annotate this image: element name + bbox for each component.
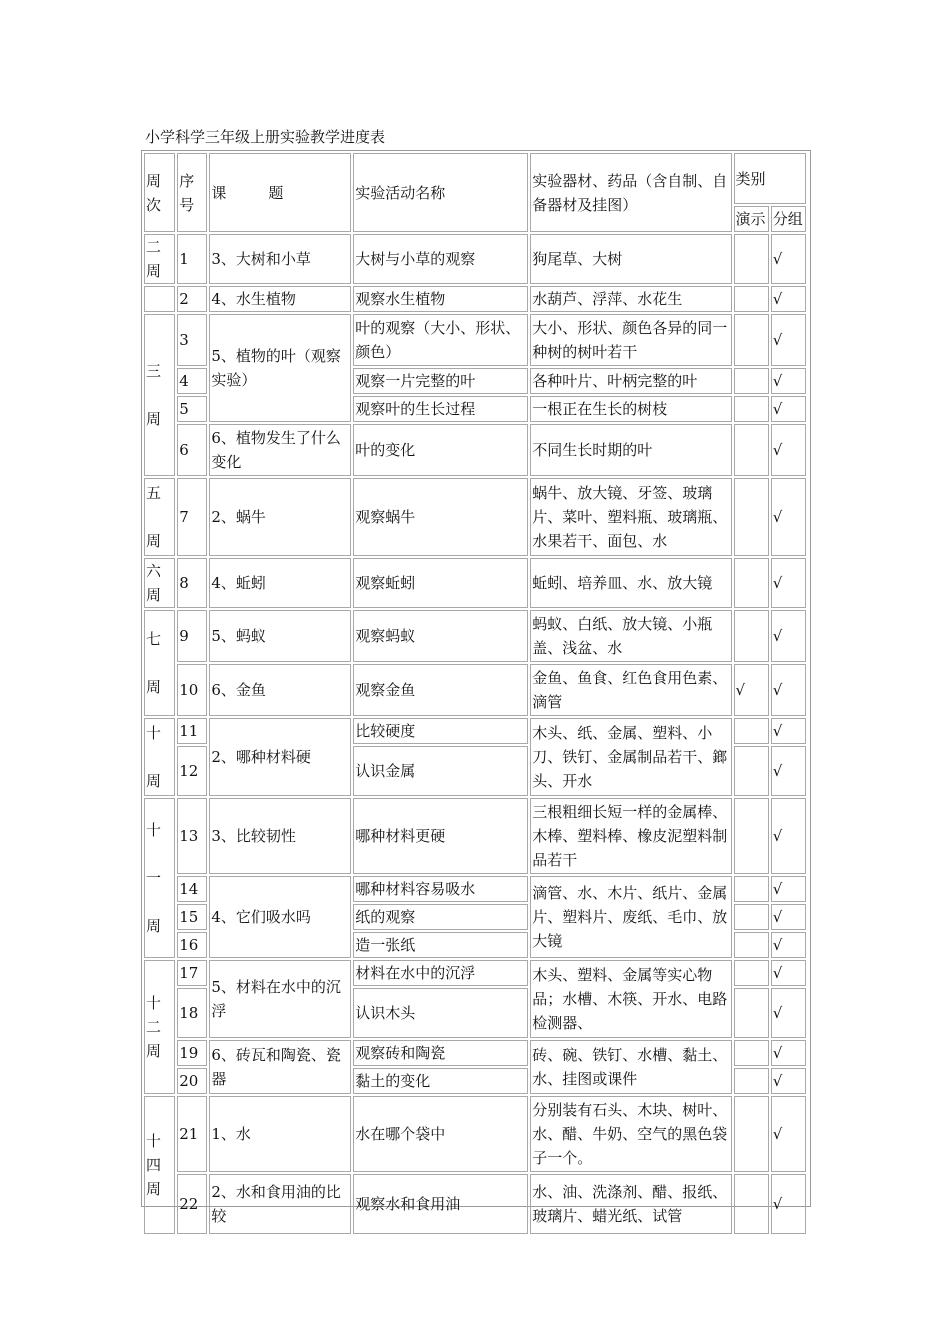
row-group: √ bbox=[771, 1068, 806, 1094]
row-materials: 狗尾草、大树 bbox=[530, 234, 731, 284]
row-demo bbox=[734, 876, 769, 902]
row-no: 14 bbox=[177, 876, 207, 902]
row-lesson: 4、水生植物 bbox=[209, 286, 351, 312]
row-materials: 金鱼、鱼食、红色食用色素、滴管 bbox=[530, 664, 731, 716]
row-no: 19 bbox=[177, 1040, 207, 1066]
header-group: 分组 bbox=[771, 206, 806, 232]
header-category: 类别 bbox=[734, 153, 807, 204]
row-activity: 叶的观察（大小、形状、颜色） bbox=[353, 314, 528, 366]
row-group: √ bbox=[771, 1040, 806, 1066]
row-demo bbox=[734, 1068, 769, 1094]
row-group: √ bbox=[771, 610, 806, 662]
week-cell: 六周 bbox=[144, 558, 175, 608]
row-no: 3 bbox=[177, 314, 207, 366]
row-lesson: 5、材料在水中的沉浮 bbox=[209, 960, 351, 1038]
row-materials: 木头、塑料、金属等实心物品；水槽、木筷、开水、电路检测器、 bbox=[530, 960, 731, 1038]
row-lesson: 3、比较韧性 bbox=[209, 798, 351, 874]
header-week: 周次 bbox=[144, 153, 175, 232]
row-group: √ bbox=[771, 876, 806, 902]
row-activity: 观察叶的生长过程 bbox=[353, 396, 528, 422]
header-demo: 演示 bbox=[734, 206, 769, 232]
row-activity: 哪种材料更硬 bbox=[353, 798, 528, 874]
week-cell-empty bbox=[144, 286, 175, 312]
row-demo bbox=[734, 718, 769, 744]
row-activity: 认识金属 bbox=[353, 746, 528, 796]
row-materials: 不同生长时期的叶 bbox=[530, 424, 731, 476]
row-group: √ bbox=[771, 558, 806, 608]
week-char: 周 bbox=[146, 532, 162, 550]
row-demo bbox=[734, 286, 769, 312]
row-lesson: 6、砖瓦和陶瓷、瓷器 bbox=[209, 1040, 351, 1094]
row-demo bbox=[734, 932, 769, 958]
row-demo bbox=[734, 746, 769, 796]
row-activity: 造一张纸 bbox=[353, 932, 528, 958]
row-group: √ bbox=[771, 988, 806, 1038]
row-materials: 蚯蚓、培养皿、水、放大镜 bbox=[530, 558, 731, 608]
row-no: 9 bbox=[177, 610, 207, 662]
row-activity: 叶的变化 bbox=[353, 424, 528, 476]
row-activity: 观察水和食用油 bbox=[353, 1174, 528, 1234]
row-activity: 黏土的变化 bbox=[353, 1068, 528, 1094]
row-lesson: 1、水 bbox=[209, 1096, 351, 1172]
row-demo bbox=[734, 558, 769, 608]
row-demo bbox=[734, 234, 769, 284]
row-group: √ bbox=[771, 718, 806, 744]
row-activity: 纸的观察 bbox=[353, 904, 528, 930]
row-no: 10 bbox=[177, 664, 207, 716]
row-demo bbox=[734, 396, 769, 422]
row-no: 11 bbox=[177, 718, 207, 744]
week-cell bbox=[144, 798, 175, 958]
row-lesson: 4、蚯蚓 bbox=[209, 558, 351, 608]
row-materials: 分别装有石头、木块、树叶、水、醋、牛奶、空气的黑色袋子一个。 bbox=[530, 1096, 731, 1172]
row-activity: 观察水生植物 bbox=[353, 286, 528, 312]
header-materials: 实验器材、药品（含自制、自备器材及挂图） bbox=[530, 153, 731, 232]
row-no: 5 bbox=[177, 396, 207, 422]
row-activity: 观察蚯蚓 bbox=[353, 558, 528, 608]
row-no: 16 bbox=[177, 932, 207, 958]
schedule-table-frame bbox=[141, 150, 811, 1225]
row-activity: 哪种材料容易吸水 bbox=[353, 876, 528, 902]
row-lesson: 6、植物发生了什么变化 bbox=[209, 424, 351, 476]
row-materials: 各种叶片、叶柄完整的叶 bbox=[530, 368, 731, 394]
week-char: 周 bbox=[146, 772, 162, 790]
row-lesson: 2、哪种材料硬 bbox=[209, 718, 351, 796]
row-no: 20 bbox=[177, 1068, 207, 1094]
row-no: 6 bbox=[177, 424, 207, 476]
row-activity: 认识木头 bbox=[353, 988, 528, 1038]
row-activity: 比较硬度 bbox=[353, 718, 528, 744]
row-no: 15 bbox=[177, 904, 207, 930]
row-materials: 滴管、水、木片、纸片、金属片、塑料片、废纸、毛巾、放大镜 bbox=[530, 876, 731, 958]
document-title: 小学科学三年级上册实验教学进度表 bbox=[145, 128, 386, 146]
row-activity: 水在哪个袋中 bbox=[353, 1096, 528, 1172]
week-cell bbox=[144, 610, 175, 716]
row-group: √ bbox=[771, 1096, 806, 1172]
row-activity: 观察金鱼 bbox=[353, 664, 528, 716]
row-materials: 大小、形状、颜色各异的同一种树的树叶若干 bbox=[530, 314, 731, 366]
week-cell: 十四周 bbox=[144, 1096, 175, 1234]
row-materials: 水葫芦、浮萍、水花生 bbox=[530, 286, 731, 312]
row-group: √ bbox=[771, 960, 806, 986]
row-materials: 木头、纸、金属、塑料、小刀、铁钉、金属制品若干、鎯头、开水 bbox=[530, 718, 731, 796]
row-activity: 材料在水中的沉浮 bbox=[353, 960, 528, 986]
week-char: 五 bbox=[146, 484, 162, 502]
row-no: 13 bbox=[177, 798, 207, 874]
row-group: √ bbox=[771, 396, 806, 422]
row-activity: 观察砖和陶瓷 bbox=[353, 1040, 528, 1066]
row-materials: 水、油、洗涤剂、醋、报纸、玻璃片、蜡光纸、试管 bbox=[530, 1174, 731, 1234]
row-group: √ bbox=[771, 234, 806, 284]
row-no: 18 bbox=[177, 988, 207, 1038]
row-no: 22 bbox=[177, 1174, 207, 1234]
row-lesson: 5、植物的叶（观察实验） bbox=[209, 314, 351, 422]
row-no: 2 bbox=[177, 286, 207, 312]
week-char: 十 bbox=[146, 821, 162, 839]
row-demo bbox=[734, 610, 769, 662]
row-group: √ bbox=[771, 932, 806, 958]
week-cell bbox=[144, 478, 175, 556]
row-demo bbox=[734, 478, 769, 556]
row-materials: 蜗牛、放大镜、牙签、玻璃片、菜叶、塑料瓶、玻璃瓶、水果若干、面包、水 bbox=[530, 478, 731, 556]
header-no: 序号 bbox=[177, 153, 207, 232]
week-char: 周 bbox=[146, 410, 162, 428]
row-no: 17 bbox=[177, 960, 207, 986]
row-activity: 观察一片完整的叶 bbox=[353, 368, 528, 394]
row-demo bbox=[734, 798, 769, 874]
row-group: √ bbox=[771, 368, 806, 394]
row-no: 4 bbox=[177, 368, 207, 394]
row-lesson: 6、金鱼 bbox=[209, 664, 351, 716]
row-no: 7 bbox=[177, 478, 207, 556]
row-demo bbox=[734, 424, 769, 476]
row-group: √ bbox=[771, 904, 806, 930]
row-activity: 观察蚂蚁 bbox=[353, 610, 528, 662]
week-char: 一 bbox=[146, 869, 162, 887]
row-group: √ bbox=[771, 1174, 806, 1234]
row-demo bbox=[734, 1174, 769, 1234]
week-char: 三 bbox=[146, 362, 162, 380]
row-demo bbox=[734, 1096, 769, 1172]
row-demo bbox=[734, 904, 769, 930]
week-char: 七 bbox=[146, 630, 162, 648]
row-group: √ bbox=[771, 314, 806, 366]
row-no: 8 bbox=[177, 558, 207, 608]
row-demo: √ bbox=[734, 664, 769, 716]
schedule-table bbox=[142, 151, 808, 1236]
row-demo bbox=[734, 1040, 769, 1066]
row-materials: 一根正在生长的树枝 bbox=[530, 396, 731, 422]
row-lesson: 2、水和食用油的比较 bbox=[209, 1174, 351, 1234]
row-demo bbox=[734, 368, 769, 394]
row-group: √ bbox=[771, 664, 806, 716]
week-cell: 十二周 bbox=[144, 960, 175, 1094]
row-group: √ bbox=[771, 286, 806, 312]
row-demo bbox=[734, 988, 769, 1038]
row-no: 12 bbox=[177, 746, 207, 796]
row-materials: 三根粗细长短一样的金属棒、木棒、塑料棒、橡皮泥塑料制品若干 bbox=[530, 798, 731, 874]
row-materials: 蚂蚁、白纸、放大镜、小瓶盖、浅盆、水 bbox=[530, 610, 731, 662]
header-activity: 实验活动名称 bbox=[353, 153, 528, 232]
row-materials: 砖、碗、铁钉、水槽、黏土、水、挂图或课件 bbox=[530, 1040, 731, 1094]
row-lesson: 3、大树和小草 bbox=[209, 234, 351, 284]
row-activity: 观察蜗牛 bbox=[353, 478, 528, 556]
row-lesson: 2、蜗牛 bbox=[209, 478, 351, 556]
row-lesson: 4、它们吸水吗 bbox=[209, 876, 351, 958]
week-char: 周 bbox=[146, 917, 162, 935]
week-cell: 二周 bbox=[144, 234, 175, 284]
row-lesson: 5、蚂蚁 bbox=[209, 610, 351, 662]
header-lesson bbox=[209, 153, 351, 232]
row-demo bbox=[734, 314, 769, 366]
row-no: 1 bbox=[177, 234, 207, 284]
row-group: √ bbox=[771, 798, 806, 874]
header-lesson-b: 题 bbox=[268, 183, 284, 202]
week-char: 十 bbox=[146, 724, 162, 742]
week-char: 周 bbox=[146, 678, 162, 696]
week-cell bbox=[144, 314, 175, 476]
row-demo bbox=[734, 960, 769, 986]
row-group: √ bbox=[771, 746, 806, 796]
row-activity: 大树与小草的观察 bbox=[353, 234, 528, 284]
row-group: √ bbox=[771, 424, 806, 476]
row-no: 21 bbox=[177, 1096, 207, 1172]
week-cell bbox=[144, 718, 175, 796]
header-lesson-a: 课 bbox=[211, 183, 227, 202]
row-group: √ bbox=[771, 478, 806, 556]
